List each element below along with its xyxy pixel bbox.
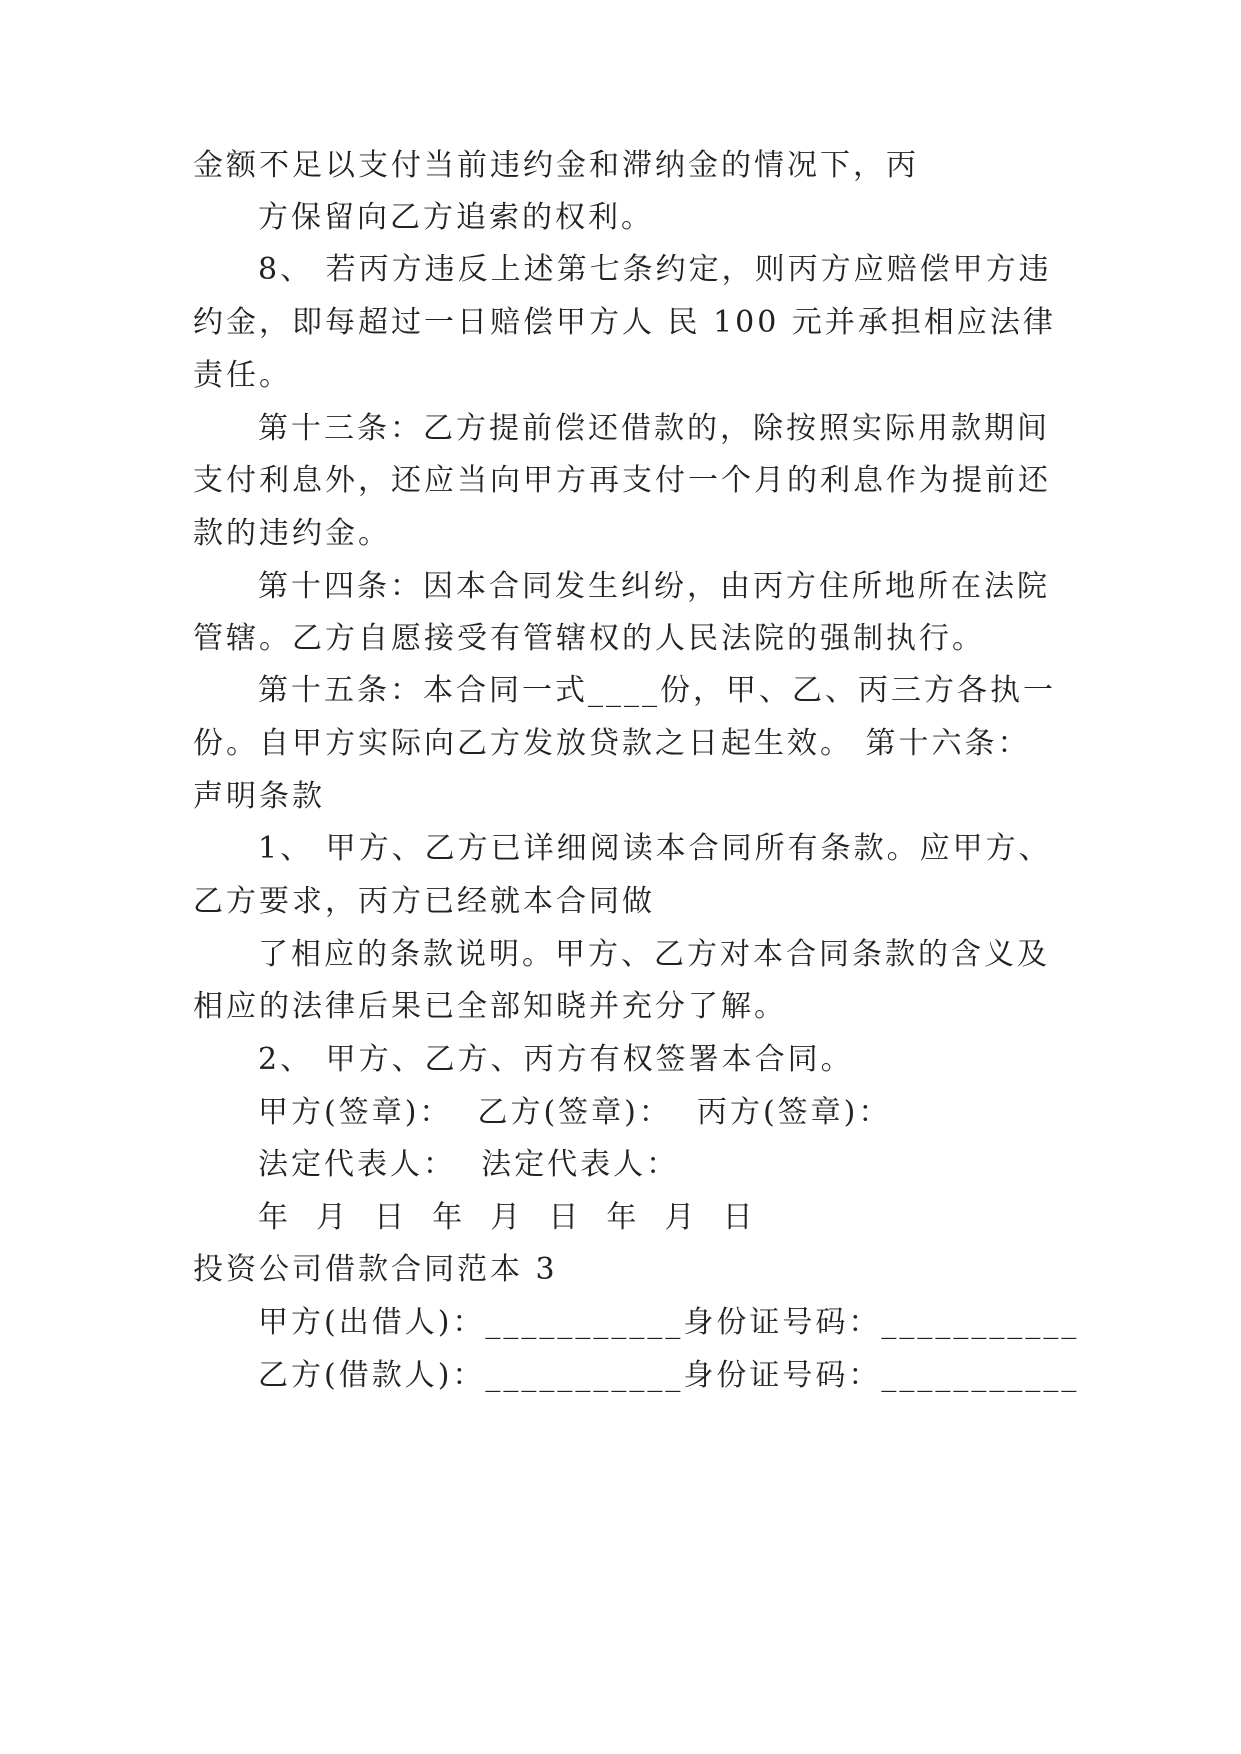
text-line: 了相应的条款说明。甲方、乙方对本合同条款的含义及 (258, 937, 1050, 972)
text-line: 8、 若丙方违反上述第七条约定，则丙方应赔偿甲方违 (258, 252, 1052, 287)
text-line: 第十五条：本合同一式____份，甲、乙、丙三方各执一 (258, 673, 1056, 708)
text-line: 第十三条：乙方提前偿还借款的，除按照实际用款期间 (258, 411, 1050, 446)
text-line: 声明条款 (193, 779, 325, 814)
text-line: 责任。 (193, 358, 292, 393)
text-line: 乙方要求，丙方已经就本合同做 (193, 884, 655, 919)
text-line: 1、 甲方、乙方已详细阅读本合同所有条款。应甲方、 (258, 831, 1052, 866)
text-line: 第十四条：因本合同发生纠纷，由丙方住所地所在法院 (258, 569, 1050, 604)
lender-info-line: 甲方(出借人)：___________身份证号码：___________ (258, 1305, 1080, 1340)
text-line: 支付利息外，还应当向甲方再支付一个月的利息作为提前还 (193, 463, 1051, 498)
text-line: 2、 甲方、乙方、丙方有权签署本合同。 (258, 1042, 854, 1077)
text-line: 管辖。乙方自愿接受有管辖权的人民法院的强制执行。 (193, 621, 985, 656)
text-line: 份。自甲方实际向乙方发放贷款之日起生效。 第十六条： (193, 726, 1031, 761)
date-line: 年 月 日 年 月 日 年 月 日 (258, 1200, 756, 1235)
text-line: 约金，即每超过一日赔偿甲方人 民 100 元并承担相应法律 (193, 305, 1056, 340)
text-line: 金额不足以支付当前违约金和滞纳金的情况下，丙 (193, 148, 919, 183)
borrower-info-line: 乙方(借款人)：___________身份证号码：___________ (258, 1358, 1080, 1393)
representative-line: 法定代表人： 法定代表人： (258, 1147, 680, 1182)
text-line: 相应的法律后果已全部知晓并充分了解。 (193, 989, 787, 1024)
section-title: 投资公司借款合同范本 3 (193, 1252, 558, 1287)
text-line: 款的违约金。 (193, 516, 391, 551)
text-line: 方保留向乙方追索的权利。 (258, 200, 654, 235)
signature-line: 甲方(签章)： 乙方(签章)： 丙方(签章)： (258, 1095, 892, 1130)
